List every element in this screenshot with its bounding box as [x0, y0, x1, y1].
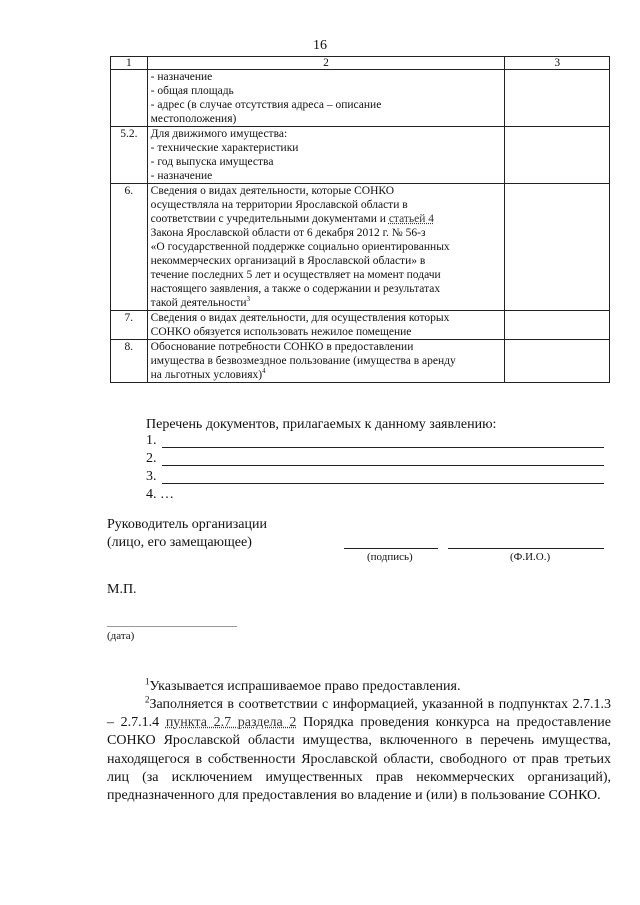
row-number: 5.2.: [111, 127, 148, 184]
table-row: [111, 340, 610, 383]
law-article-link[interactable]: статьей 4: [388, 213, 435, 225]
signatory-subtitle: (лицо, его замещающее): [107, 535, 252, 550]
document-item: [146, 487, 174, 505]
date-caption: (дата): [107, 630, 135, 642]
application-table: [110, 56, 610, 383]
row-description: [147, 340, 505, 383]
row-description: [147, 311, 505, 340]
header-col-3: 3: [505, 57, 610, 70]
document-item-number: 2.: [146, 451, 157, 466]
row-line: - год выпуска имущества: [150, 156, 274, 168]
header-col-1: 1: [111, 57, 148, 70]
date-line[interactable]: [107, 626, 237, 627]
row-description: [147, 70, 505, 127]
footnote-1-text: Указывается испрашиваемое право предоставления.: [149, 679, 461, 694]
table-row: [111, 311, 610, 340]
row-line: настоящего заявления, а также о содержании и результатах: [150, 283, 441, 295]
row-line: [151, 212, 502, 226]
row-value-cell[interactable]: [505, 311, 610, 340]
footnote-ref-3: 3: [246, 295, 251, 304]
document-item-number: 1.: [146, 433, 157, 448]
row-line: - общая площадь: [150, 85, 234, 97]
footnote-2-text-end: Порядка проведения конкурса на предоставление СОНКО Ярославской области имущества, включенного в перечень имущества, находящегося в собственности Ярославской области, свободного от прав третьих лиц (за исключением имущественных прав некоммерческих организаций), предназначенного для предоставления во владение и (или) в пользование СОНКО.: [107, 715, 612, 804]
row-number: 6.: [111, 184, 148, 311]
document-item[interactable]: [146, 451, 162, 469]
row-description: [147, 127, 505, 184]
row-number: 7.: [111, 311, 148, 340]
row-line: - адрес (в случае отсутствия адреса – описание: [150, 99, 382, 111]
stamp-place-label: М.П.: [107, 582, 137, 597]
row-line: Обоснование потребности СОНКО в предоставлении: [150, 341, 414, 353]
table-row: [111, 127, 610, 184]
row-line: Сведения о видах деятельности, которые СОНКО: [150, 185, 395, 197]
row-line: местоположения): [150, 113, 237, 125]
document-entry-line[interactable]: [162, 447, 604, 448]
document-item[interactable]: [146, 433, 162, 451]
row-line: имущества в безвозмездное пользование (имущества в аренду: [150, 355, 456, 367]
footnote-2-text-start: Заполняется в соответствии с информацией, указанной в подпунктах 2.7.1.3 – 2.7.1.4: [107, 697, 611, 731]
full-name-line[interactable]: [448, 547, 604, 549]
row-value-cell[interactable]: [505, 184, 610, 311]
page-number: 16: [313, 38, 327, 53]
row-line: «О государственной поддержке социально ориентированных: [150, 241, 450, 253]
section-reference-link[interactable]: пункта 2.7 раздела 2: [165, 715, 297, 731]
footnote-2-mark: 2: [145, 694, 150, 705]
document-item[interactable]: [146, 469, 162, 487]
row-line: некоммерческих организаций в Ярославской области» в: [150, 255, 426, 267]
row-line: - технические характеристики: [150, 142, 299, 154]
header-col-2: 2: [147, 57, 505, 70]
row-line: Закона Ярославской области от 6 декабря 2012 г. № 56-з: [150, 227, 426, 239]
table-row: [111, 184, 610, 311]
row-line: течение последних 5 лет и осуществляет на момент подачи: [150, 269, 441, 281]
row-line: СОНКО обязуется использовать нежилое помещение: [150, 326, 412, 338]
full-name-caption: (Ф.И.О.): [510, 551, 551, 563]
table-row: [111, 70, 610, 127]
signature-caption: (подпись): [367, 551, 413, 563]
footnote-ref-4: 4: [262, 367, 266, 376]
document-entry-line[interactable]: [162, 465, 604, 466]
row-line: - назначение: [150, 170, 213, 182]
row-value-cell[interactable]: [505, 340, 610, 383]
row-number: [111, 70, 148, 127]
footnote-2: [107, 696, 611, 805]
row-line-text: такой деятельности: [150, 297, 247, 309]
row-line: Для движимого имущества:: [150, 128, 288, 140]
row-line-text: на льготных условиях): [150, 369, 263, 381]
document-item-number: 3.: [146, 469, 157, 484]
row-value-cell[interactable]: [505, 127, 610, 184]
document-entry-line[interactable]: [162, 483, 604, 484]
row-line: осуществляла на территории Ярославской области в: [150, 199, 408, 211]
row-value-cell[interactable]: [505, 70, 610, 127]
row-line: [151, 368, 502, 382]
row-line: - назначение: [150, 71, 213, 83]
signatory-title: Руководитель организации: [107, 517, 267, 532]
row-line: Сведения о видах деятельности, для осуществления которых: [150, 312, 450, 324]
signature-line[interactable]: [344, 547, 438, 549]
row-line: [151, 296, 502, 310]
footnote-1-mark: 1: [145, 676, 150, 687]
documents-list-title: Перечень документов, прилагаемых к данному заявлению:: [146, 417, 497, 432]
row-description: [147, 184, 505, 311]
row-number: 8.: [111, 340, 148, 383]
row-line-text: соответствии с учредительными документами и: [150, 213, 389, 225]
table-header-row: [111, 57, 610, 70]
document-item-number: 4. …: [146, 487, 174, 502]
footnote-1: [107, 678, 611, 696]
